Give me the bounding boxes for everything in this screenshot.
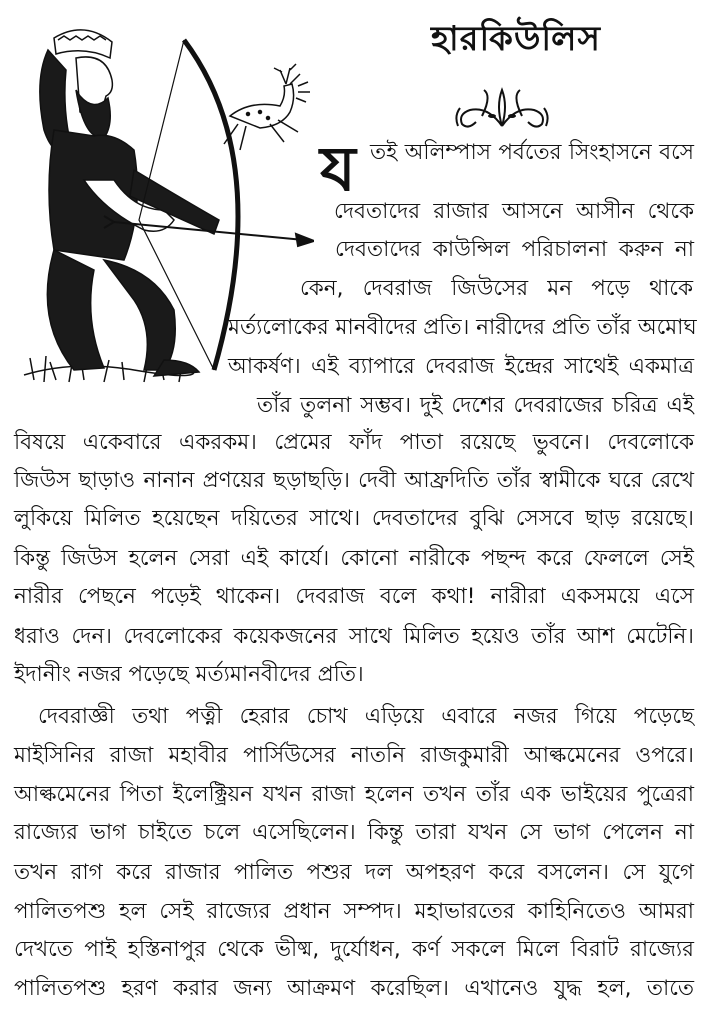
text-line: কিন্তু জিউস হলেন সেরা এই কার্যে। কোনো নারীকে পছন্দ করে ফেললে সেই — [14, 546, 694, 571]
text-line: পালিতপশু হরণ করার জন্য আক্রমণ করেছিল। এখানেও যুদ্ধ হল, তাতে — [14, 976, 694, 1001]
text-line: তই অলিম্পাস পর্বতের সিংহাসনে বসে — [370, 140, 694, 165]
text-line: মর্ত্যলোকের মানবীদের প্রতি। নারীদের প্রতি তাঁর অমোঘ — [228, 315, 697, 340]
deer-icon — [224, 64, 310, 150]
text-line: কেন, দেবরাজ জিউসের মন পড়ে থাকে — [300, 276, 693, 301]
text-line: দেবতাদের কাউন্সিল পরিচালনা করুন না — [335, 237, 694, 262]
text-line: ধরাও দেন। দেবলোকের কয়েকজনের সাথে মিলিত হয়েও তাঁর আশ মেটেনি। — [14, 624, 694, 649]
text-line: রাজ্যের ভাগ চাইতে চলে এসেছিলেন। কিন্তু তারা যখন সে ভাগ পেলেন না — [14, 820, 694, 845]
text-line: বিষয়ে একেবারে একরকম। প্রেমের ফাঁদ পাতা রয়েছে ভুবনে। দেবলোকে — [14, 430, 694, 455]
text-line: দেবতাদের রাজার আসনে আসীন থেকে — [334, 199, 694, 224]
text-line: পালিতপশু হল সেই রাজ্যের প্রধান সম্পদ। মহাভারতের কাহিনিতেও আমরা — [14, 899, 694, 924]
ornament-icon — [452, 86, 552, 132]
text-line: তখন রাগ করে রাজার পালিত পশুর দল অপহরণ করে বসলেন। সে যুগে — [14, 860, 694, 885]
chapter-title: হারকিউলিস — [431, 19, 601, 59]
drop-cap: য — [320, 132, 356, 205]
text-line: তাঁর তুলনা সম্ভব। দুই দেশের দেবরাজের চরিত্র এই — [257, 393, 694, 418]
text-line: মাইসিনির রাজা মহাবীর পার্সিউসের নাতনি রাজকুমারী আল্কমেনের ওপরে। — [14, 743, 694, 768]
text-line: দেখতে পাই হস্তিনাপুর থেকে ভীষ্ম, দুর্যোধন, কর্ণ সকলে মিলে বিরাট রাজ্যের — [14, 937, 694, 962]
text-line: লুকিয়ে মিলিত হয়েছেন দয়িতের সাথে। দেবতাদের বুঝি সেসবে ছাড় রয়েছে। — [14, 506, 694, 531]
text-line: দেবরাজ্ঞী তথা পত্নী হেরার চোখ এড়িয়ে এবারে নজর গিয়ে পড়েছে — [38, 704, 694, 729]
text-line: ইদানীং নজর পড়েছে মর্ত্যমানবীদের প্রতি। — [14, 662, 364, 687]
archer-illustration — [14, 20, 314, 400]
text-line: আকর্ষণ। এই ব্যাপারে দেবরাজ ইন্দ্রের সাথেই একমাত্র — [228, 354, 694, 379]
text-line: জিউস ছাড়াও নানান প্রণয়ের ছড়াছড়ি। দেবী আফ্রদিতি তাঁর স্বামীকে ঘরে রেখে — [14, 468, 694, 493]
text-line: নারীর পেছনে পড়েই থাকেন। দেবরাজ বলে কথা! নারীরা একসময়ে এসে — [14, 584, 694, 609]
text-line: আল্কমেনের পিতা ইলেক্ট্রিয়ন যখন রাজা হলেন তখন তাঁর এক ভাইয়ের পুত্রেরা — [14, 782, 694, 807]
archer-figure — [40, 30, 219, 376]
